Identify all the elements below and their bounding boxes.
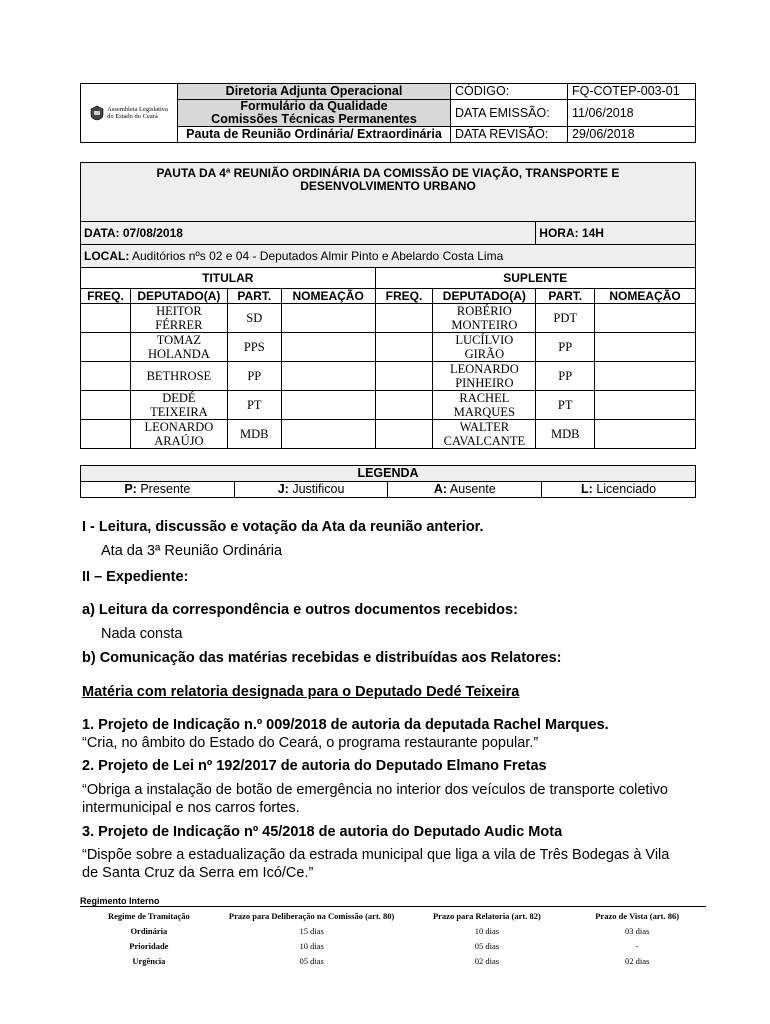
freq-cell bbox=[81, 362, 131, 391]
name-line: BETHROSE bbox=[146, 369, 212, 383]
regime-value: 03 dias bbox=[624, 925, 650, 936]
name-line: TEIXEIRA bbox=[150, 405, 208, 419]
table-row bbox=[80, 953, 706, 968]
legenda-text: Ausente bbox=[447, 482, 496, 496]
section-1-heading: I - Leitura, discussão e votação da Ata da reunião anterior. bbox=[82, 519, 484, 535]
form-header bbox=[80, 83, 696, 143]
name-line: GIRÃO bbox=[464, 347, 505, 361]
pauta-title bbox=[81, 163, 696, 222]
projeto-3-title: 3. Projeto de Indicação nº 45/2018 de autoria do Deputado Audic Mota bbox=[82, 824, 563, 840]
header-revisao-label: DATA REVISÃO: bbox=[451, 127, 568, 143]
name-line: MONTEIRO bbox=[451, 318, 518, 332]
header-pauta-type: Pauta de Reunião Ordinária/ Extraordinária bbox=[178, 127, 451, 143]
table-row bbox=[81, 304, 696, 333]
nomeacao-cell bbox=[595, 333, 696, 362]
titular-name bbox=[130, 362, 227, 391]
freq-cell bbox=[81, 391, 131, 420]
legenda-text: Licenciado bbox=[592, 482, 657, 496]
col-freq: FREQ. bbox=[375, 289, 433, 304]
assembly-seal-icon bbox=[90, 105, 104, 121]
nomeacao-cell bbox=[281, 333, 375, 362]
legenda-key: P: bbox=[124, 482, 137, 496]
regime-name: Prioridade bbox=[129, 940, 169, 951]
legenda-item bbox=[388, 482, 542, 498]
name-line: TOMAZ bbox=[156, 333, 201, 347]
freq-cell bbox=[375, 391, 433, 420]
suplente-name bbox=[433, 362, 536, 391]
table-row bbox=[81, 333, 696, 362]
pauta-time: HORA: 14H bbox=[536, 222, 696, 245]
logo-line-2: do Estado do Ceará bbox=[107, 113, 158, 120]
legenda-item bbox=[81, 482, 235, 498]
regime-value: 10 dias bbox=[299, 940, 324, 951]
header-form-title-1: Formulário da Qualidade bbox=[240, 99, 388, 113]
regimento-header-row bbox=[80, 908, 706, 923]
header-code-label: CÓDIGO: bbox=[451, 84, 568, 100]
freq-cell bbox=[375, 304, 433, 333]
projeto-2-desc-1: “Obriga a instalação de botão de emergência no interior dos veículos de transporte coletivo bbox=[82, 782, 668, 798]
name-line: CAVALCANTE bbox=[443, 434, 526, 448]
header-revisao-value: 29/06/2018 bbox=[568, 127, 696, 143]
item-a-sub: Nada consta bbox=[101, 626, 183, 642]
pauta-title-2: DESENVOLVIMENTO URBANO bbox=[300, 179, 476, 193]
regime-value: 10 dias bbox=[474, 925, 500, 936]
regime-value: 05 dias bbox=[474, 940, 500, 951]
projeto-1-title: 1. Projeto de Indicação n.º 009/2018 de autoria da deputada Rachel Marques. bbox=[82, 717, 609, 733]
projeto-3-desc-1: “Dispõe sobre a estadualização da estrada municipal que liga a vila de Três Bodegas à Vila bbox=[82, 847, 670, 863]
item-a-heading: a) Leitura da correspondência e outros documentos recebidos: bbox=[82, 602, 518, 618]
table-row bbox=[80, 938, 706, 953]
freq-cell bbox=[375, 420, 433, 449]
logo-cell bbox=[81, 84, 178, 143]
header-code-value: FQ-COTEP-003-01 bbox=[568, 84, 696, 100]
regimento-header: Prazo de Vista (art. 86) bbox=[595, 910, 680, 921]
nomeacao-cell bbox=[595, 362, 696, 391]
titular-name bbox=[130, 304, 227, 333]
col-freq: FREQ. bbox=[81, 289, 131, 304]
regimento-header: Prazo para Relatoria (art. 82) bbox=[432, 910, 541, 921]
name-line: HOLANDA bbox=[147, 347, 210, 361]
pauta-local bbox=[81, 245, 696, 268]
pauta-date: DATA: 07/08/2018 bbox=[81, 222, 536, 245]
name-line: ARAÚJO bbox=[154, 434, 204, 448]
regime-value: 02 dias bbox=[474, 955, 500, 966]
projeto-2-title: 2. Projeto de Lei nº 192/2017 de autoria do Deputado Elmano Fretas bbox=[82, 758, 547, 774]
table-row bbox=[81, 391, 696, 420]
legenda-key: A: bbox=[433, 482, 448, 496]
regimento-header: Prazo para Deliberação na Comissão (art. 80) bbox=[228, 910, 395, 921]
projeto-1-desc: “Cria, no âmbito do Estado do Ceará, o programa restaurante popular.” bbox=[82, 735, 539, 751]
legenda-table bbox=[80, 465, 696, 498]
legenda-title: LEGENDA bbox=[81, 466, 696, 482]
nomeacao-cell bbox=[281, 391, 375, 420]
regimento-table bbox=[80, 908, 706, 968]
col-deputado: DEPUTADO(A) bbox=[433, 289, 536, 304]
logo-line-1: Assembleia Legislativa bbox=[107, 106, 168, 113]
table-row bbox=[80, 923, 706, 938]
nomeacao-cell bbox=[281, 362, 375, 391]
col-nomeacao: NOMEAÇÃO bbox=[281, 289, 375, 304]
legenda-item bbox=[542, 482, 696, 498]
name-line: LEONARDO bbox=[144, 420, 214, 434]
nomeacao-cell bbox=[595, 391, 696, 420]
freq-cell bbox=[81, 333, 131, 362]
materia-heading: Matéria com relatoria designada para o Deputado Dedé Teixeira bbox=[82, 684, 520, 700]
col-nomeacao: NOMEAÇÃO bbox=[595, 289, 696, 304]
suplente-part: PP bbox=[536, 362, 595, 391]
pauta-local-label: LOCAL: bbox=[84, 248, 130, 263]
legenda-key: L: bbox=[581, 482, 593, 496]
section-1-sub: Ata da 3ª Reunião Ordinária bbox=[101, 543, 283, 559]
titular-name bbox=[130, 420, 227, 449]
regimento-divider bbox=[80, 906, 706, 907]
suplente-name bbox=[433, 304, 536, 333]
freq-cell bbox=[375, 333, 433, 362]
titular-part: PPS bbox=[227, 333, 281, 362]
projeto-3-desc-2: de Santa Cruz da Serra em Icó/Ce.” bbox=[82, 865, 314, 881]
regime-value: 02 dias bbox=[624, 955, 650, 966]
name-line: HEITOR bbox=[156, 304, 202, 318]
col-part: PART. bbox=[227, 289, 281, 304]
regime-name: Urgência bbox=[132, 955, 166, 966]
name-line: WALTER bbox=[459, 420, 510, 434]
legenda-item bbox=[234, 482, 388, 498]
suplente-part: PT bbox=[536, 391, 595, 420]
titular-part: PT bbox=[227, 391, 281, 420]
col-part: PART. bbox=[536, 289, 595, 304]
suplente-name bbox=[433, 391, 536, 420]
name-line: DEDÉ bbox=[162, 391, 196, 405]
regime-value: 05 dias bbox=[299, 955, 324, 966]
titular-part: SD bbox=[227, 304, 281, 333]
name-line: LUCÍLVIO bbox=[455, 333, 514, 347]
freq-cell bbox=[375, 362, 433, 391]
titular-name bbox=[130, 391, 227, 420]
pauta-title-1: PAUTA DA 4ª REUNIÃO ORDINÁRIA DA COMISSÃO DE VIAÇÃO, TRANSPORTE E bbox=[156, 166, 620, 180]
projeto-2-desc-2: intermunicipal e nos carros fortes. bbox=[82, 800, 300, 816]
freq-cell bbox=[81, 304, 131, 333]
regimento-header: Regime de Tramitação bbox=[107, 910, 190, 921]
header-form-title-2: Comissões Técnicas Permanentes bbox=[211, 112, 417, 126]
regimento-title: Regimento Interno bbox=[80, 896, 160, 906]
name-line: PINHEIRO bbox=[455, 376, 514, 390]
titular-header: TITULAR bbox=[81, 268, 376, 289]
suplente-header: SUPLENTE bbox=[375, 268, 695, 289]
freq-cell bbox=[81, 420, 131, 449]
item-b-heading: b) Comunicação das matérias recebidas e distribuídas aos Relatores: bbox=[82, 650, 562, 666]
legenda-key: J: bbox=[277, 482, 289, 496]
name-line: ROBÉRIO bbox=[456, 304, 512, 318]
suplente-part: PDT bbox=[536, 304, 595, 333]
header-dept: Diretoria Adjunta Operacional bbox=[178, 84, 451, 100]
suplente-part: MDB bbox=[536, 420, 595, 449]
legenda-text: Presente bbox=[136, 482, 191, 496]
regime-value: - bbox=[635, 940, 639, 951]
pauta-table bbox=[80, 162, 696, 449]
nomeacao-cell bbox=[595, 304, 696, 333]
suplente-part: PP bbox=[536, 333, 595, 362]
name-line: RACHEL bbox=[459, 391, 510, 405]
table-row bbox=[81, 420, 696, 449]
name-line: LEONARDO bbox=[449, 362, 519, 376]
table-row bbox=[81, 362, 696, 391]
titular-name bbox=[130, 333, 227, 362]
name-line: FÉRRER bbox=[155, 318, 203, 332]
nomeacao-cell bbox=[595, 420, 696, 449]
regime-name: Ordinária bbox=[130, 925, 168, 936]
suplente-name bbox=[433, 333, 536, 362]
nomeacao-cell bbox=[281, 304, 375, 333]
header-emissao-label: DATA EMISSÃO: bbox=[451, 100, 568, 127]
col-deputado: DEPUTADO(A) bbox=[130, 289, 227, 304]
legenda-text: Justificou bbox=[288, 482, 345, 496]
nomeacao-cell bbox=[281, 420, 375, 449]
pauta-local-value: Auditórios nºs 02 e 04 - Deputados Almir Pinto e Abelardo Costa Lima bbox=[129, 248, 504, 263]
name-line: MARQUES bbox=[453, 405, 515, 419]
section-2-heading: II – Expediente: bbox=[82, 569, 189, 585]
regime-value: 15 dias bbox=[299, 925, 324, 936]
titular-part: MDB bbox=[227, 420, 281, 449]
suplente-name bbox=[433, 420, 536, 449]
header-form-title bbox=[178, 100, 451, 127]
titular-part: PP bbox=[227, 362, 281, 391]
header-emissao-value: 11/06/2018 bbox=[568, 100, 696, 127]
